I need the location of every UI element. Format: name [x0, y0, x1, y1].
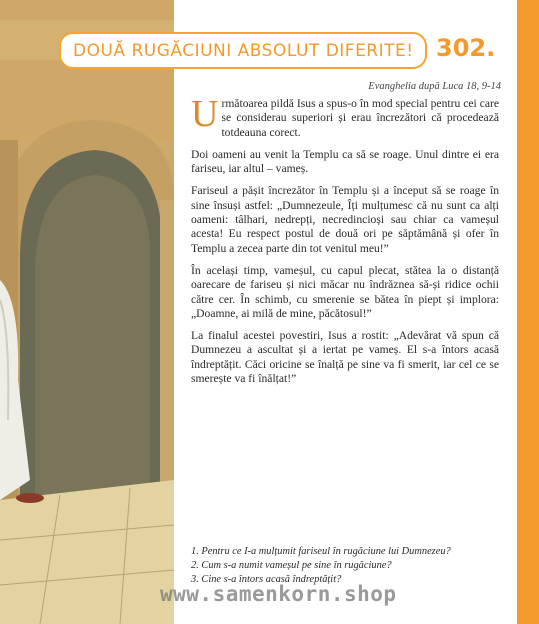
story-text: [191, 93, 499, 394]
drop-cap: U: [191, 93, 219, 135]
temple-arch-painting: [0, 0, 174, 624]
page-title: DOUĂ RUGĂCIUNI ABSOLUT DIFERITE!: [73, 40, 414, 61]
paragraph-1: [191, 93, 499, 140]
review-questions: [191, 545, 511, 587]
paragraph-3: Fariseul a pășit încrezător în Templu și a început să se roage în sine însuși astfel: „Dumnezeule, Îți mulțumesc că nu sunt ca alți oameni: tâlhari, nedrepți, necredincioși sau chiar ca vameșul acesta! Eu respect postul de două ori pe săptămână și ofer în Templu a zecea parte din tot venitul meu!”: [191, 184, 499, 255]
page-edge-stripe: [517, 0, 539, 624]
title-banner: [59, 32, 427, 69]
paragraph-1-text: rmătoarea pildă Isus a spus-o în mod special pentru cei care se considerau superiori și erau încrezători că procedează totdeauna corect.: [221, 97, 499, 139]
paragraph-2: Doi oameni au venit la Templu ca să se roage. Unul dintre ei era fariseu, iar altul – vameș.: [191, 147, 499, 176]
question-3: 3. Cine s-a întors acasă îndreptățit?: [191, 574, 342, 585]
watermark-url: www.samenkorn.shop: [160, 582, 397, 606]
page-number: 302.: [436, 34, 496, 62]
temple-illustration: [0, 0, 174, 624]
paragraph-5: La finalul acestei povestiri, Isus a rostit: „Adevărat vă spun că Dumnezeu a ascultat și a iertat pe vameș. El s-a întors acasă îndreptățit. Căci oricine se înalță pe sine va fi smerit, iar cel ce se smerește va fi înălțat!”: [191, 329, 499, 386]
scripture-reference: Evanghelia după Luca 18, 9-14: [368, 81, 501, 92]
question-2: 2. Cum s-a numit vameșul pe sine în rugăciune?: [191, 560, 392, 571]
question-1: 1. Pentru ce I-a mulțumit fariseul în rugăciune lui Dumnezeu?: [191, 546, 451, 557]
paragraph-4: În același timp, vameșul, cu capul plecat, stătea la o distanță oarecare de fariseu și nici măcar nu îndrăznea să-și ridice ochii către cer. În schimb, cu smerenie se bătea în piept și implora: „Doamne, ai milă de mine, păcătosul!”: [191, 263, 499, 320]
